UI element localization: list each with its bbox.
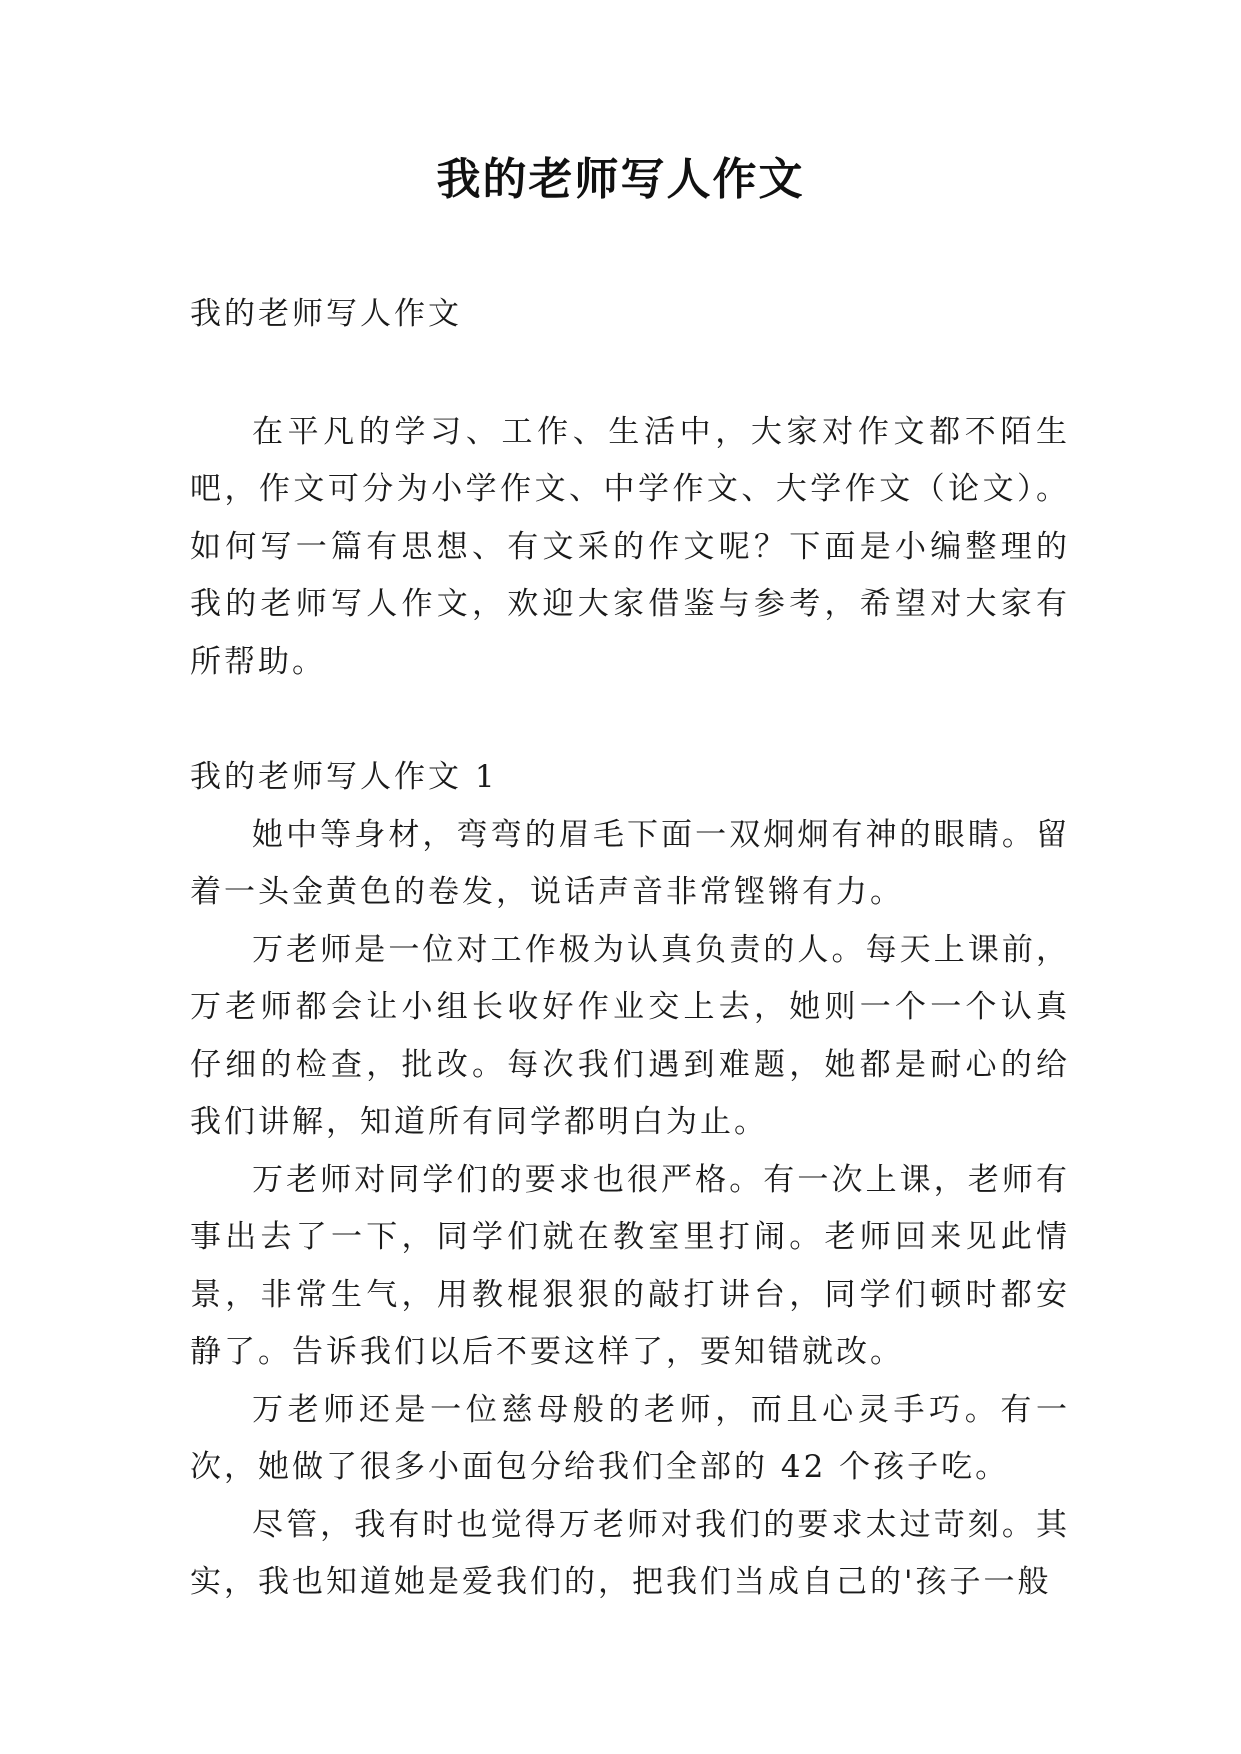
document-subtitle: 我的老师写人作文	[190, 296, 462, 332]
body-paragraph: 万老师对同学们的要求也很严格。有一次上课，老师有事出去了一下，同学们就在教室里打闹。老师回来见此情景，非常生气，用教棍狠狠的敲打讲台，同学们顿时都安静了。告诉我们以后不要这样了，要知错就改。	[190, 1161, 1070, 1370]
body-paragraph: 万老师还是一位慈母般的老师，而且心灵手巧。有一次，她做了很多小面包分给我们全部的 42 个孩子吃。	[190, 1391, 1070, 1485]
document-body	[190, 286, 1070, 1612]
document-title: 我的老师写人作文	[436, 154, 805, 205]
body-paragraph: 万老师是一位对工作极为认真负责的人。每天上课前，万老师都会让小组长收好作业交上去，她则一个一个认真仔细的检查，批改。每次我们遇到难题，她都是耐心的给我们讲解，知道所有同学都明白为止。	[190, 931, 1070, 1140]
section-heading: 我的老师写人作文 1	[190, 759, 498, 795]
body-paragraph: 尽管，我有时也觉得万老师对我们的要求太过苛刻。其实，我也知道她是爱我们的，把我们当成自己的'孩子一般	[190, 1506, 1070, 1600]
intro-paragraph: 在平凡的学习、工作、生活中，大家对作文都不陌生吧，作文可分为小学作文、中学作文、大学作文（论文）。如何写一篇有思想、有文采的作文呢？下面是小编整理的我的老师写人作文，欢迎大家借鉴与参考，希望对大家有所帮助。	[190, 413, 1070, 680]
body-paragraph: 她中等身材，弯弯的眉毛下面一双炯炯有神的眼睛。留着一头金黄色的卷发，说话声音非常铿锵有力。	[190, 816, 1070, 910]
